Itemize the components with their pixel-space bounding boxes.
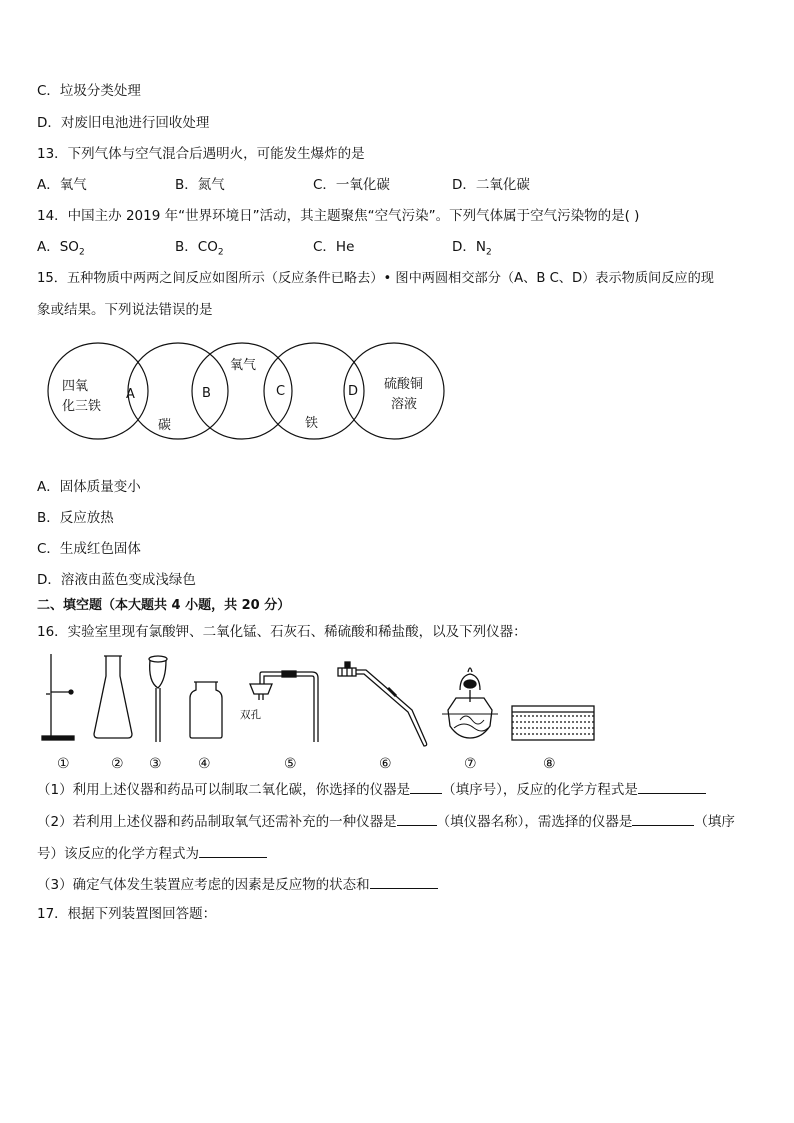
venn-label-fe3o4-line2: 化三铁 — [62, 399, 102, 414]
q15-option-b: B．反应放热 — [37, 510, 114, 526]
apparatus-label-4: ④ — [198, 756, 211, 772]
q14-option-b: B．$CO_2$ — [175, 239, 224, 258]
venn-label-fe3o4-line1: 四氧 — [62, 379, 89, 394]
single-stopper-bent-tube — [338, 662, 427, 746]
q16-stem: 16．实验室里现有氯酸钾、二氧化锰、石灰石、稀硫酸和稀盐酸，以及下列仪器： — [37, 624, 527, 640]
q16-part1-blank-1[interactable] — [410, 779, 442, 794]
apparatus-label-3: ③ — [149, 756, 162, 772]
venn-label-oxygen: 氧气 — [230, 358, 257, 373]
q16-part2-cont: 号）该反应的化学方程式为 — [37, 843, 267, 863]
q16-part2-blank-3[interactable] — [199, 843, 267, 858]
shuangkong-label: 双孔 — [240, 709, 261, 721]
q16-part1: （1）利用上述仪器和药品可以制取二氧化碳，你选择的仪器是 （填序号），反应的化学方程式是 — [37, 779, 706, 799]
apparatus-label-1: ① — [57, 756, 70, 772]
venn-label-cuso4-line2: 溶液 — [391, 397, 418, 412]
q16-part1-blank-2[interactable] — [638, 779, 706, 794]
q15-stem-line1: 15．五种物质中两两之间反应如图所示（反应条件已略去）• 图中两圆相交部分（A、B C、D）表示物质间反应的现 — [37, 271, 714, 286]
q14-stem: 14．中国主办 2019 年“世界环境日”活动，其主题聚焦“空气污染”。下列气体属于空气污染物的是( ) — [37, 208, 640, 224]
gas-bottle — [190, 682, 222, 738]
venn-label-carbon: 碳 — [158, 418, 172, 433]
apparatus-label-5: ⑤ — [284, 756, 297, 772]
q15-option-d: D．溶液由蓝色变成浅绿色 — [37, 572, 196, 588]
q13-option-b: B．氮气 — [175, 177, 225, 193]
water-trough — [512, 706, 594, 740]
q15-stem-line2: 象或结果。下列说法错误的是 — [37, 302, 213, 318]
venn-intersection-d: D — [348, 384, 359, 399]
section-2-heading: 二、填空题（本大题共 4 小题，共 20 分） — [37, 598, 291, 613]
venn-intersection-b: B — [202, 386, 211, 401]
q13-stem: 13．下列气体与空气混合后遇明火，可能发生爆炸的是 — [37, 146, 365, 162]
q15-option-c: C．生成红色固体 — [37, 541, 141, 557]
q13-option-c: C．一氧化碳 — [313, 177, 390, 193]
venn-intersection-c: C — [276, 384, 286, 399]
q16-part2-blank-1[interactable] — [397, 811, 437, 826]
conical-flask — [94, 656, 132, 738]
q14-option-c: C．He — [313, 239, 355, 255]
q14-option-a: A．$SO_2$ — [37, 239, 85, 258]
thistle-funnel — [149, 656, 167, 742]
q12-option-c: C．垃圾分类处理 — [37, 83, 141, 99]
apparatus-figure — [36, 650, 596, 776]
q16-part3: （3）确定气体发生装置应考虑的因素是反应物的状态和 — [37, 874, 438, 894]
q15-option-a: A．固体质量变小 — [37, 479, 141, 495]
alcohol-lamp — [442, 668, 498, 738]
apparatus-label-2: ② — [111, 756, 124, 772]
venn-intersection-a: A — [126, 387, 135, 402]
venn-label-iron: 铁 — [305, 416, 319, 431]
iron-stand — [42, 654, 74, 740]
apparatus-label-7: ⑦ — [464, 756, 477, 772]
venn-label-cuso4-line1: 硫酸铜 — [384, 377, 424, 392]
q16-part2: （2）若利用上述仪器和药品制取氧气还需补充的一种仪器是 （填仪器名称），需选择的仪器是 （填序 — [37, 811, 735, 831]
apparatus-label-6: ⑥ — [379, 756, 392, 772]
venn-diagram — [40, 338, 450, 444]
q16-part3-blank[interactable] — [370, 874, 438, 889]
venn-circle-2 — [128, 343, 228, 439]
q13-option-d: D．二氧化碳 — [452, 177, 530, 193]
q17-stem: 17．根据下列装置图回答题： — [37, 906, 217, 922]
two-hole-stopper-tube — [250, 671, 318, 742]
q12-option-d: D．对废旧电池进行回收处理 — [37, 115, 210, 131]
apparatus-label-8: ⑧ — [543, 756, 556, 772]
q14-option-d: D．$N_2$ — [452, 239, 492, 258]
q13-option-a: A．氧气 — [37, 177, 87, 193]
q16-part2-blank-2[interactable] — [632, 811, 694, 826]
